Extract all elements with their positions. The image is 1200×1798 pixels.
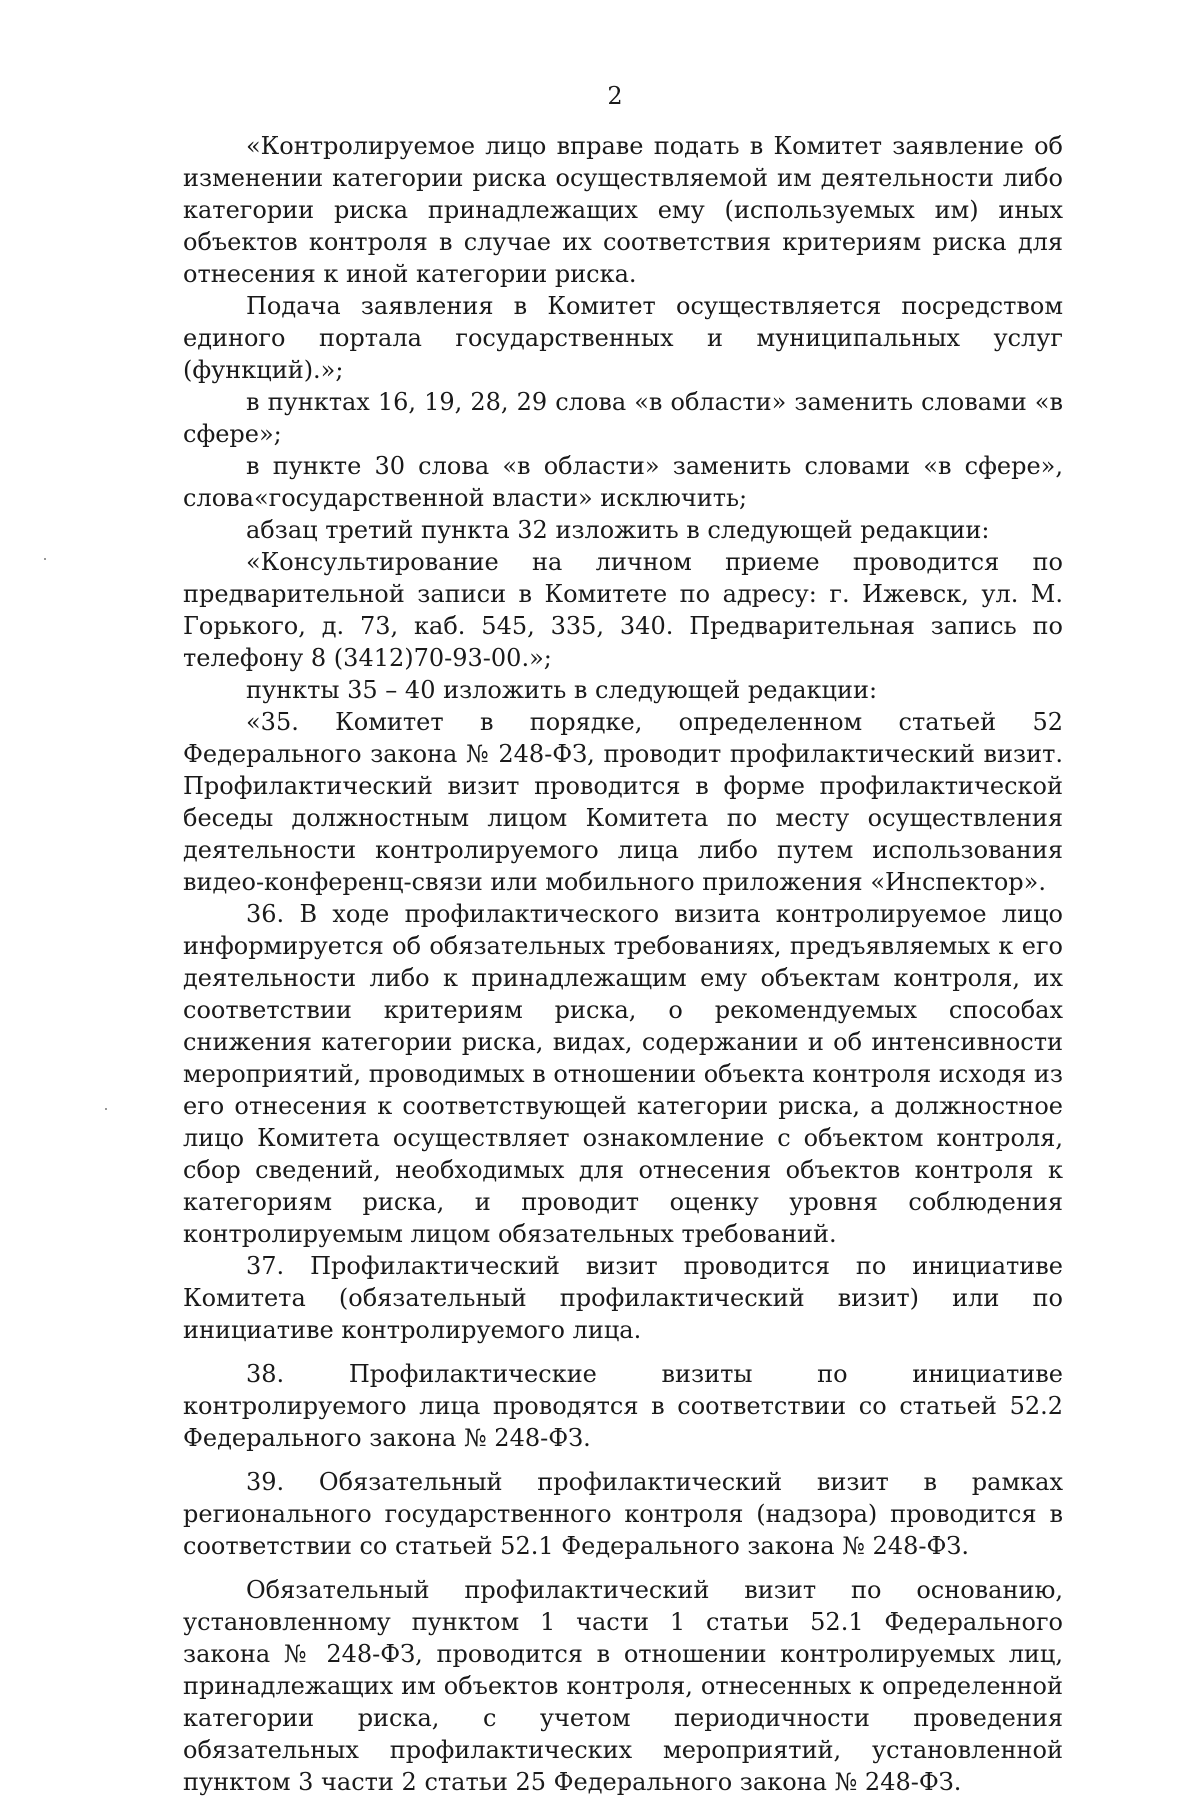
paragraph-item-38: 38. Профилактические визиты по инициативе контролируемого лица проводятся в соответствии со статьей 52.2 Федерального закона № 248-ФЗ. <box>183 1360 1063 1452</box>
paragraph-risk-category-request: «Контролируемое лицо вправе подать в Комитет заявление об изменении категории риска осуществляемой им деятельности либо категории риска принадлежащих ему (используемых им) иных объектов контроля в случае их соответствия критериям риска для отнесения к иной категории риска. <box>183 132 1063 288</box>
paragraph-item-30-amendment: в пункте 30 слова «в области» заменить словами «в сфере», слова«государственной власти» исключить; <box>183 452 1063 512</box>
paragraph-item-39: 39. Обязательный профилактический визит в рамках регионального государственного контроля (надзора) проводится в соответствии со статьей 52.1 Федерального закона № 248-ФЗ. <box>183 1468 1063 1560</box>
paragraph-item-35: «35. Комитет в порядке, определенном статьей 52 Федерального закона № 248-ФЗ, проводит профилактический визит. Профилактический визит проводится в форме профилактической беседы должностным лицом Комитета по месту осуществления деятельности контролируемого лица либо путем использования видео-конференц-связи или мобильного приложения «Инспектор». <box>183 708 1063 896</box>
scan-speck <box>105 1108 107 1110</box>
paragraph-items-35-40-intro: пункты 35 – 40 изложить в следующей редакции: <box>246 676 878 704</box>
paragraph-items-16-29-amendment: в пунктах 16, 19, 28, 29 слова «в области» заменить словами «в сфере»; <box>183 388 1063 448</box>
paragraph-item-32-intro: абзац третий пункта 32 изложить в следующей редакции: <box>246 516 990 544</box>
paragraph-consultation: «Консультирование на личном приеме проводится по предварительной записи в Комитете по адресу: г. Ижевск, ул. М. Горького, д. 73, каб. 545, 335, 340. Предварительная запись по телефону 8 (3412)70-93-00.»; <box>183 548 1063 672</box>
page-number: 2 <box>607 82 623 110</box>
document-body <box>183 130 1063 1798</box>
paragraph-item-36: 36. В ходе профилактического визита контролируемое лицо информируется об обязательных требованиях, предъявляемых к его деятельности либо к принадлежащим ему объектам контроля, их соответствии критериям риска, о рекомендуемых способах снижения категории риска, видах, содержании и об интенсивности мероприятий, проводимых в отношении объекта контроля исходя из его отнесения к соответствующей категории риска, а должностное лицо Комитета осуществляет ознакомление с объектом контроля, сбор сведений, необходимых для отнесения объектов контроля к категориям риска, и проводит оценку уровня соблюдения контролируемым лицом обязательных требований. <box>183 900 1063 1248</box>
paragraph-mandatory-visit-basis: Обязательный профилактический визит по основанию, установленному пунктом 1 части 1 статьи 52.1 Федерального закона № 248-ФЗ, проводится в отношении контролируемых лиц, принадлежащих им объектов контроля, отнесенных к определенной категории риска, с учетом периодичности проведения обязательных профилактических мероприятий, установленной пунктом 3 части 2 статьи 25 Федерального закона № 248-ФЗ. <box>183 1576 1063 1796</box>
paragraph-application-portal: Подача заявления в Комитет осуществляется посредством единого портала государственных и муниципальных услуг (функций).»; <box>183 292 1063 384</box>
paragraph-item-37: 37. Профилактический визит проводится по инициативе Комитета (обязательный профилактический визит) или по инициативе контролируемого лица. <box>183 1252 1063 1344</box>
scan-speck <box>44 558 46 560</box>
